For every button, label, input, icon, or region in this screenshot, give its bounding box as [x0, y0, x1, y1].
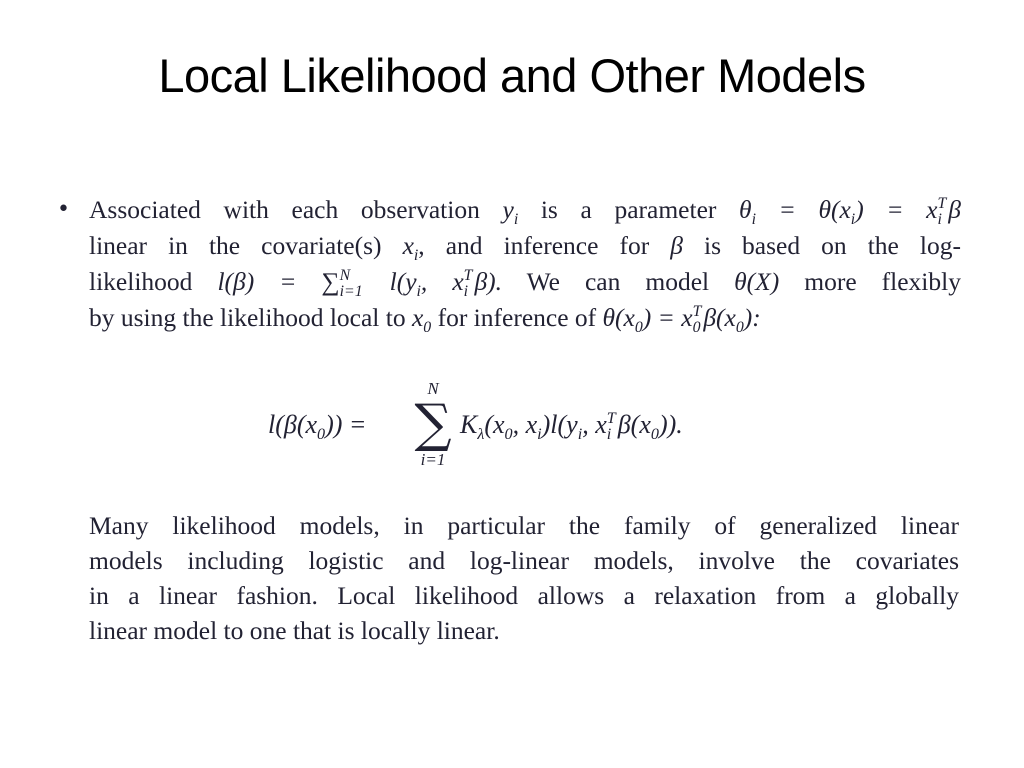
bullet-item [55, 192, 965, 336]
paragraph-1 [89, 192, 961, 336]
paragraph-1-line-4 [89, 300, 961, 336]
text: is based on the log- [682, 231, 961, 260]
math-formula: l(β) = ∑ N i=1 $l(y_i$, x T i β). [217, 266, 503, 300]
math-var: $x_0$ [411, 303, 432, 336]
paragraph-1-line-2 [89, 228, 961, 264]
summation-symbol: N ∑ i=1 [414, 379, 452, 469]
slide-title: Local Likelihood and Other Models [158, 49, 866, 102]
text: We can model [502, 267, 735, 296]
slide-body [55, 192, 965, 336]
text: more flexibly [779, 267, 961, 296]
bullet-icon: • [57, 197, 70, 222]
text: , and inference for [418, 231, 671, 260]
text: Associated with each observation [89, 195, 503, 224]
paragraph-2-line-1: Many likelihood models, in particular the family of generalized linear [89, 511, 959, 540]
text: linear in the covariate(s) [89, 231, 403, 260]
text: is a parameter [518, 195, 740, 224]
text: for inference of [431, 303, 603, 332]
paragraph-2-line-2: models including logistic and log-linear models, involve the covariates [89, 546, 959, 575]
display-equation [268, 380, 788, 480]
math-var: β [670, 231, 683, 260]
paragraph-2-line-3: in a linear fashion. Local likelihood allows a relaxation from a globally [89, 581, 959, 610]
math-formula: $\theta_i = \theta(x_i) = x$ T i β [739, 194, 961, 228]
equation-rhs: $K_\lambda(x_0$, $x_i)l(y_i$, x T i $\beta(x_0)$). [460, 409, 683, 443]
paragraph-2-line-4: linear model to one that is locally linear. [89, 616, 500, 645]
paragraph-1-line-1 [89, 192, 961, 228]
math-var: $y_i$ [502, 195, 519, 228]
equation-lhs: $l(\beta(x_0))$ = [268, 410, 367, 443]
math-formula: $\theta(x_0) = x$ T 0 $\beta(x_0)$: [602, 302, 761, 336]
text: by using the likelihood local to [89, 303, 412, 332]
math-var: $x_i$ [402, 231, 419, 264]
paragraph-1-line-3 [89, 264, 961, 300]
math-formula: θ(X) [734, 267, 780, 296]
text: likelihood [89, 267, 218, 296]
paragraph-2 [89, 508, 959, 648]
